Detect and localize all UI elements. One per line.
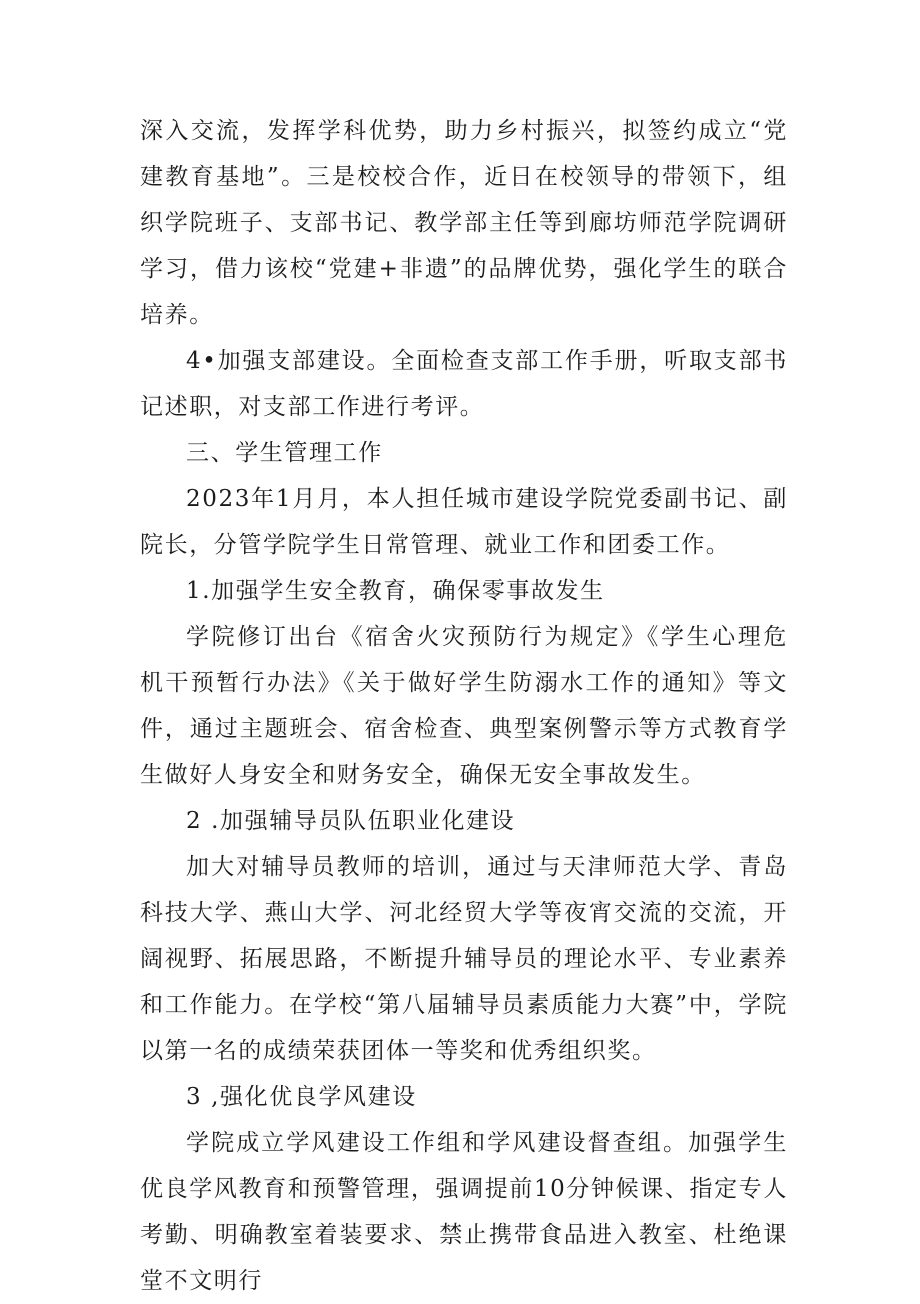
paragraph-safety-education: 学院修订出台《宿舍火灾预防行为规定》《学生心理危机干预暂行办法》《关于做好学生防溺水工作的通知》等文件，通过主题班会、宿舍检查、典型案例警示等方式教育学生做好人身安全和财务安全，确保无安全事故发生。 xyxy=(140,624,788,788)
paragraph-counselor-team: 加大对辅导员教师的培训，通过与天津师范大学、青岛科技大学、燕山大学、河北经贸大学等夜宵交流的交流，开阔视野、拓展思路，不断提升辅导员的理论水平、专业素养和工作能力。在学校“第八届辅导员素质能力大赛”中，学院以第一名的成绩荣获团体一等奖和优秀组织奖。 xyxy=(140,854,788,1064)
paragraph-cooperation-continued: 深入交流，发挥学科优势，助力乡村振兴，拟签约成立“党建教育基地”。三是校校合作，近日在校领导的带领下，组织学院班子、支部书记、教学部主任等到廊坊师范学院调研学习，借力该校“党建+非遗”的品牌优势，强化学生的联合培养。 xyxy=(140,118,788,328)
subheading-safety-education: 1.加强学生安全教育，确保零事故发生 xyxy=(186,578,605,604)
subheading-study-style: 3 ,强化优良学风建设 xyxy=(186,1084,417,1110)
paragraph-branch-construction: 4•加强支部建设。全面检查支部工作手册，听取支部书记述职，对支部工作进行考评。 xyxy=(140,348,788,420)
section-heading-student-management: 三、学生管理工作 xyxy=(186,440,383,466)
subheading-counselor-team: 2 .加强辅导员队伍职业化建设 xyxy=(186,808,516,834)
paragraph-study-style: 学院成立学风建设工作组和学风建设督查组。加强学生优良学风教育和预警管理，强调提前10分钟候课、指定专人考勤、明确教室着装要求、禁止携带食品进入教室、杜绝课堂不文明行 xyxy=(140,1130,788,1294)
document-body xyxy=(140,108,788,1304)
paragraph-role-intro: 2023年1月月，本人担任城市建设学院党委副书记、副院长，分管学院学生日常管理、就业工作和团委工作。 xyxy=(140,486,788,558)
